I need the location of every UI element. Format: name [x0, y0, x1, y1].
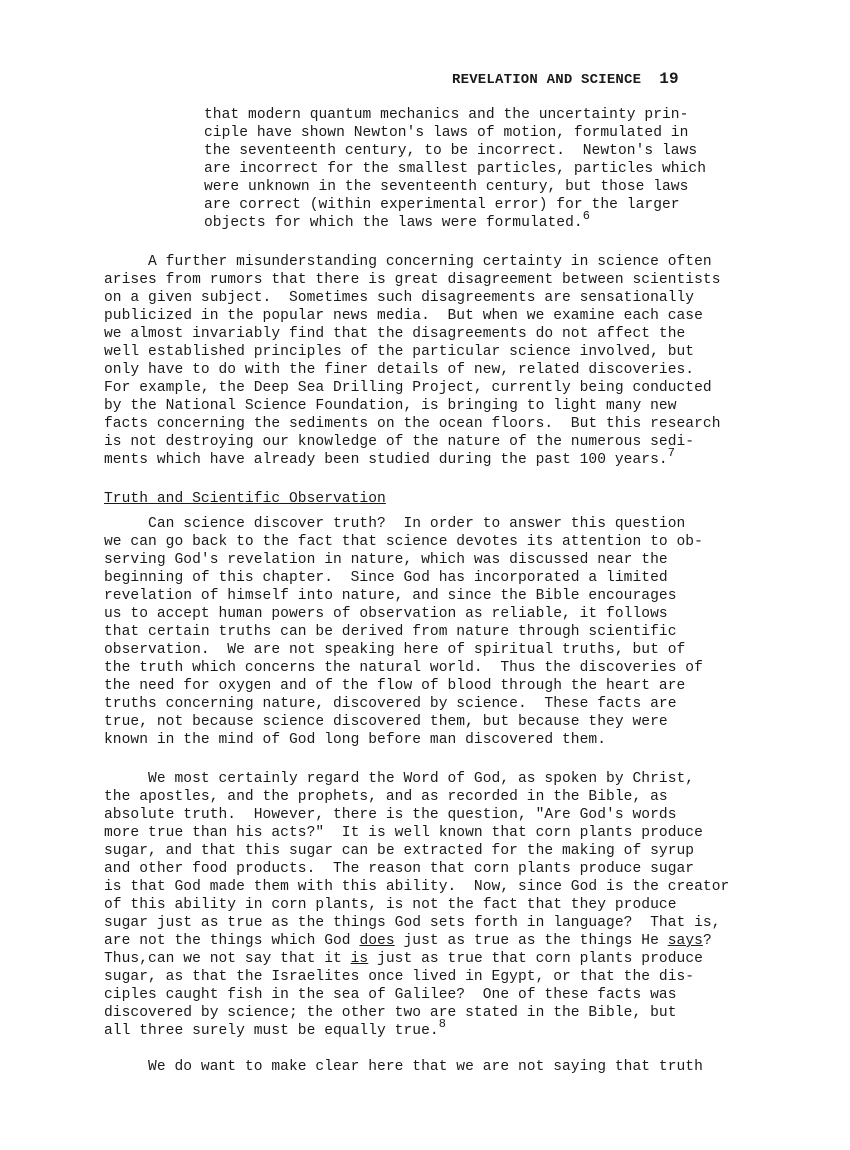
text-line: absolute truth. However, there is the question, "Are God's words	[104, 807, 677, 823]
text-line-content: ments which have already been studied during the past 100 years.	[104, 452, 668, 468]
text-line-content: all three surely must be equally true.	[104, 1023, 439, 1039]
text-line	[104, 1017, 446, 1040]
text-line: publicized in the popular news media. But when we examine each case	[104, 308, 703, 324]
text-fragment: ?	[702, 933, 712, 949]
running-header	[452, 70, 679, 88]
text-line: only have to do with the finer details of new, related discoveries.	[104, 362, 695, 378]
text-line: discovered by science; the other two are stated in the Bible, but	[104, 1005, 677, 1021]
text-fragment: just as true that corn plants produce	[368, 951, 703, 967]
text-line: arises from rumors that there is great disagreement between scientists	[104, 272, 721, 288]
text-line: the apostles, and the prophets, and as recorded in the Bible, as	[104, 789, 668, 805]
text-line	[204, 209, 590, 232]
emphasis-is: is	[350, 951, 369, 967]
text-line: ciples caught fish in the sea of Galilee? One of these facts was	[104, 987, 677, 1003]
text-line: observation. We are not speaking here of spiritual truths, but of	[104, 642, 686, 658]
text-line: is not destroying our knowledge of the nature of the numerous sedi-	[104, 434, 695, 450]
emphasis-says: says	[667, 933, 703, 949]
text-line: revelation of himself into nature, and since the Bible encourages	[104, 588, 677, 604]
text-line	[104, 950, 703, 968]
text-line: sugar just as true as the things God sets forth in language? That is,	[104, 915, 721, 931]
text-line: the seventeenth century, to be incorrect. Newton's laws	[204, 143, 698, 159]
text-line: beginning of this chapter. Since God has incorporated a limited	[104, 570, 668, 586]
text-line: were unknown in the seventeenth century, but those laws	[204, 179, 689, 195]
text-line: that modern quantum mechanics and the uncertainty prin-	[204, 107, 689, 123]
text-line	[104, 446, 675, 469]
text-line: on a given subject. Sometimes such disagreements are sensationally	[104, 290, 695, 306]
text-line: We most certainly regard the Word of God, as spoken by Christ,	[104, 771, 695, 787]
text-line: and other food products. The reason that corn plants produce sugar	[104, 861, 695, 877]
text-fragment: Thus,can we not say that it	[104, 951, 351, 967]
text-line	[104, 932, 712, 950]
text-fragment: just as true as the things He	[394, 933, 668, 949]
text-line: We do want to make clear here that we are not saying that truth	[104, 1059, 703, 1075]
text-line: ciple have shown Newton's laws of motion, formulated in	[204, 125, 689, 141]
text-line: the need for oxygen and of the flow of blood through the heart are	[104, 678, 686, 694]
footnote-marker: 6	[582, 209, 590, 223]
text-line: that certain truths can be derived from nature through scientific	[104, 624, 677, 640]
footnote-marker: 7	[667, 446, 675, 460]
text-line: serving God's revelation in nature, which was discussed near the	[104, 552, 668, 568]
text-line: are correct (within experimental error) for the larger	[204, 197, 680, 213]
footnote-marker: 8	[438, 1017, 446, 1031]
text-line: we can go back to the fact that science devotes its attention to ob-	[104, 534, 703, 550]
text-line: more true than his acts?" It is well known that corn plants produce	[104, 825, 703, 841]
text-line: Can science discover truth? In order to answer this question	[104, 516, 686, 532]
text-line: of this ability in corn plants, is not the fact that they produce	[104, 897, 677, 913]
text-line: sugar, as that the Israelites once lived in Egypt, or that the dis-	[104, 969, 695, 985]
text-line: facts concerning the sediments on the ocean floors. But this research	[104, 416, 721, 432]
text-line: we almost invariably find that the disagreements do not affect the	[104, 326, 686, 342]
text-line: A further misunderstanding concerning certainty in science often	[104, 254, 712, 270]
text-line: are incorrect for the smallest particles, particles which	[204, 161, 707, 177]
emphasis-does: does	[359, 933, 395, 949]
text-line: the truth which concerns the natural world. Thus the discoveries of	[104, 660, 703, 676]
text-line: known in the mind of God long before man discovered them.	[104, 732, 607, 748]
text-line: well established principles of the particular science involved, but	[104, 344, 695, 360]
text-line: us to accept human powers of observation as reliable, it follows	[104, 606, 668, 622]
text-line: true, not because science discovered them, but because they were	[104, 714, 668, 730]
text-line: sugar, and that this sugar can be extracted for the making of syrup	[104, 843, 695, 859]
text-line: by the National Science Foundation, is bringing to light many new	[104, 398, 677, 414]
text-line: is that God made them with this ability. Now, since God is the creator	[104, 879, 730, 895]
section-heading: Truth and Scientific Observation	[104, 491, 386, 507]
text-line-content: objects for which the laws were formulated.	[204, 215, 583, 231]
text-line: For example, the Deep Sea Drilling Project, currently being conducted	[104, 380, 712, 396]
running-title: REVELATION AND SCIENCE	[452, 72, 642, 88]
page-number: 19	[659, 70, 679, 88]
text-fragment: are not the things which God	[104, 933, 360, 949]
text-line: truths concerning nature, discovered by science. These facts are	[104, 696, 677, 712]
